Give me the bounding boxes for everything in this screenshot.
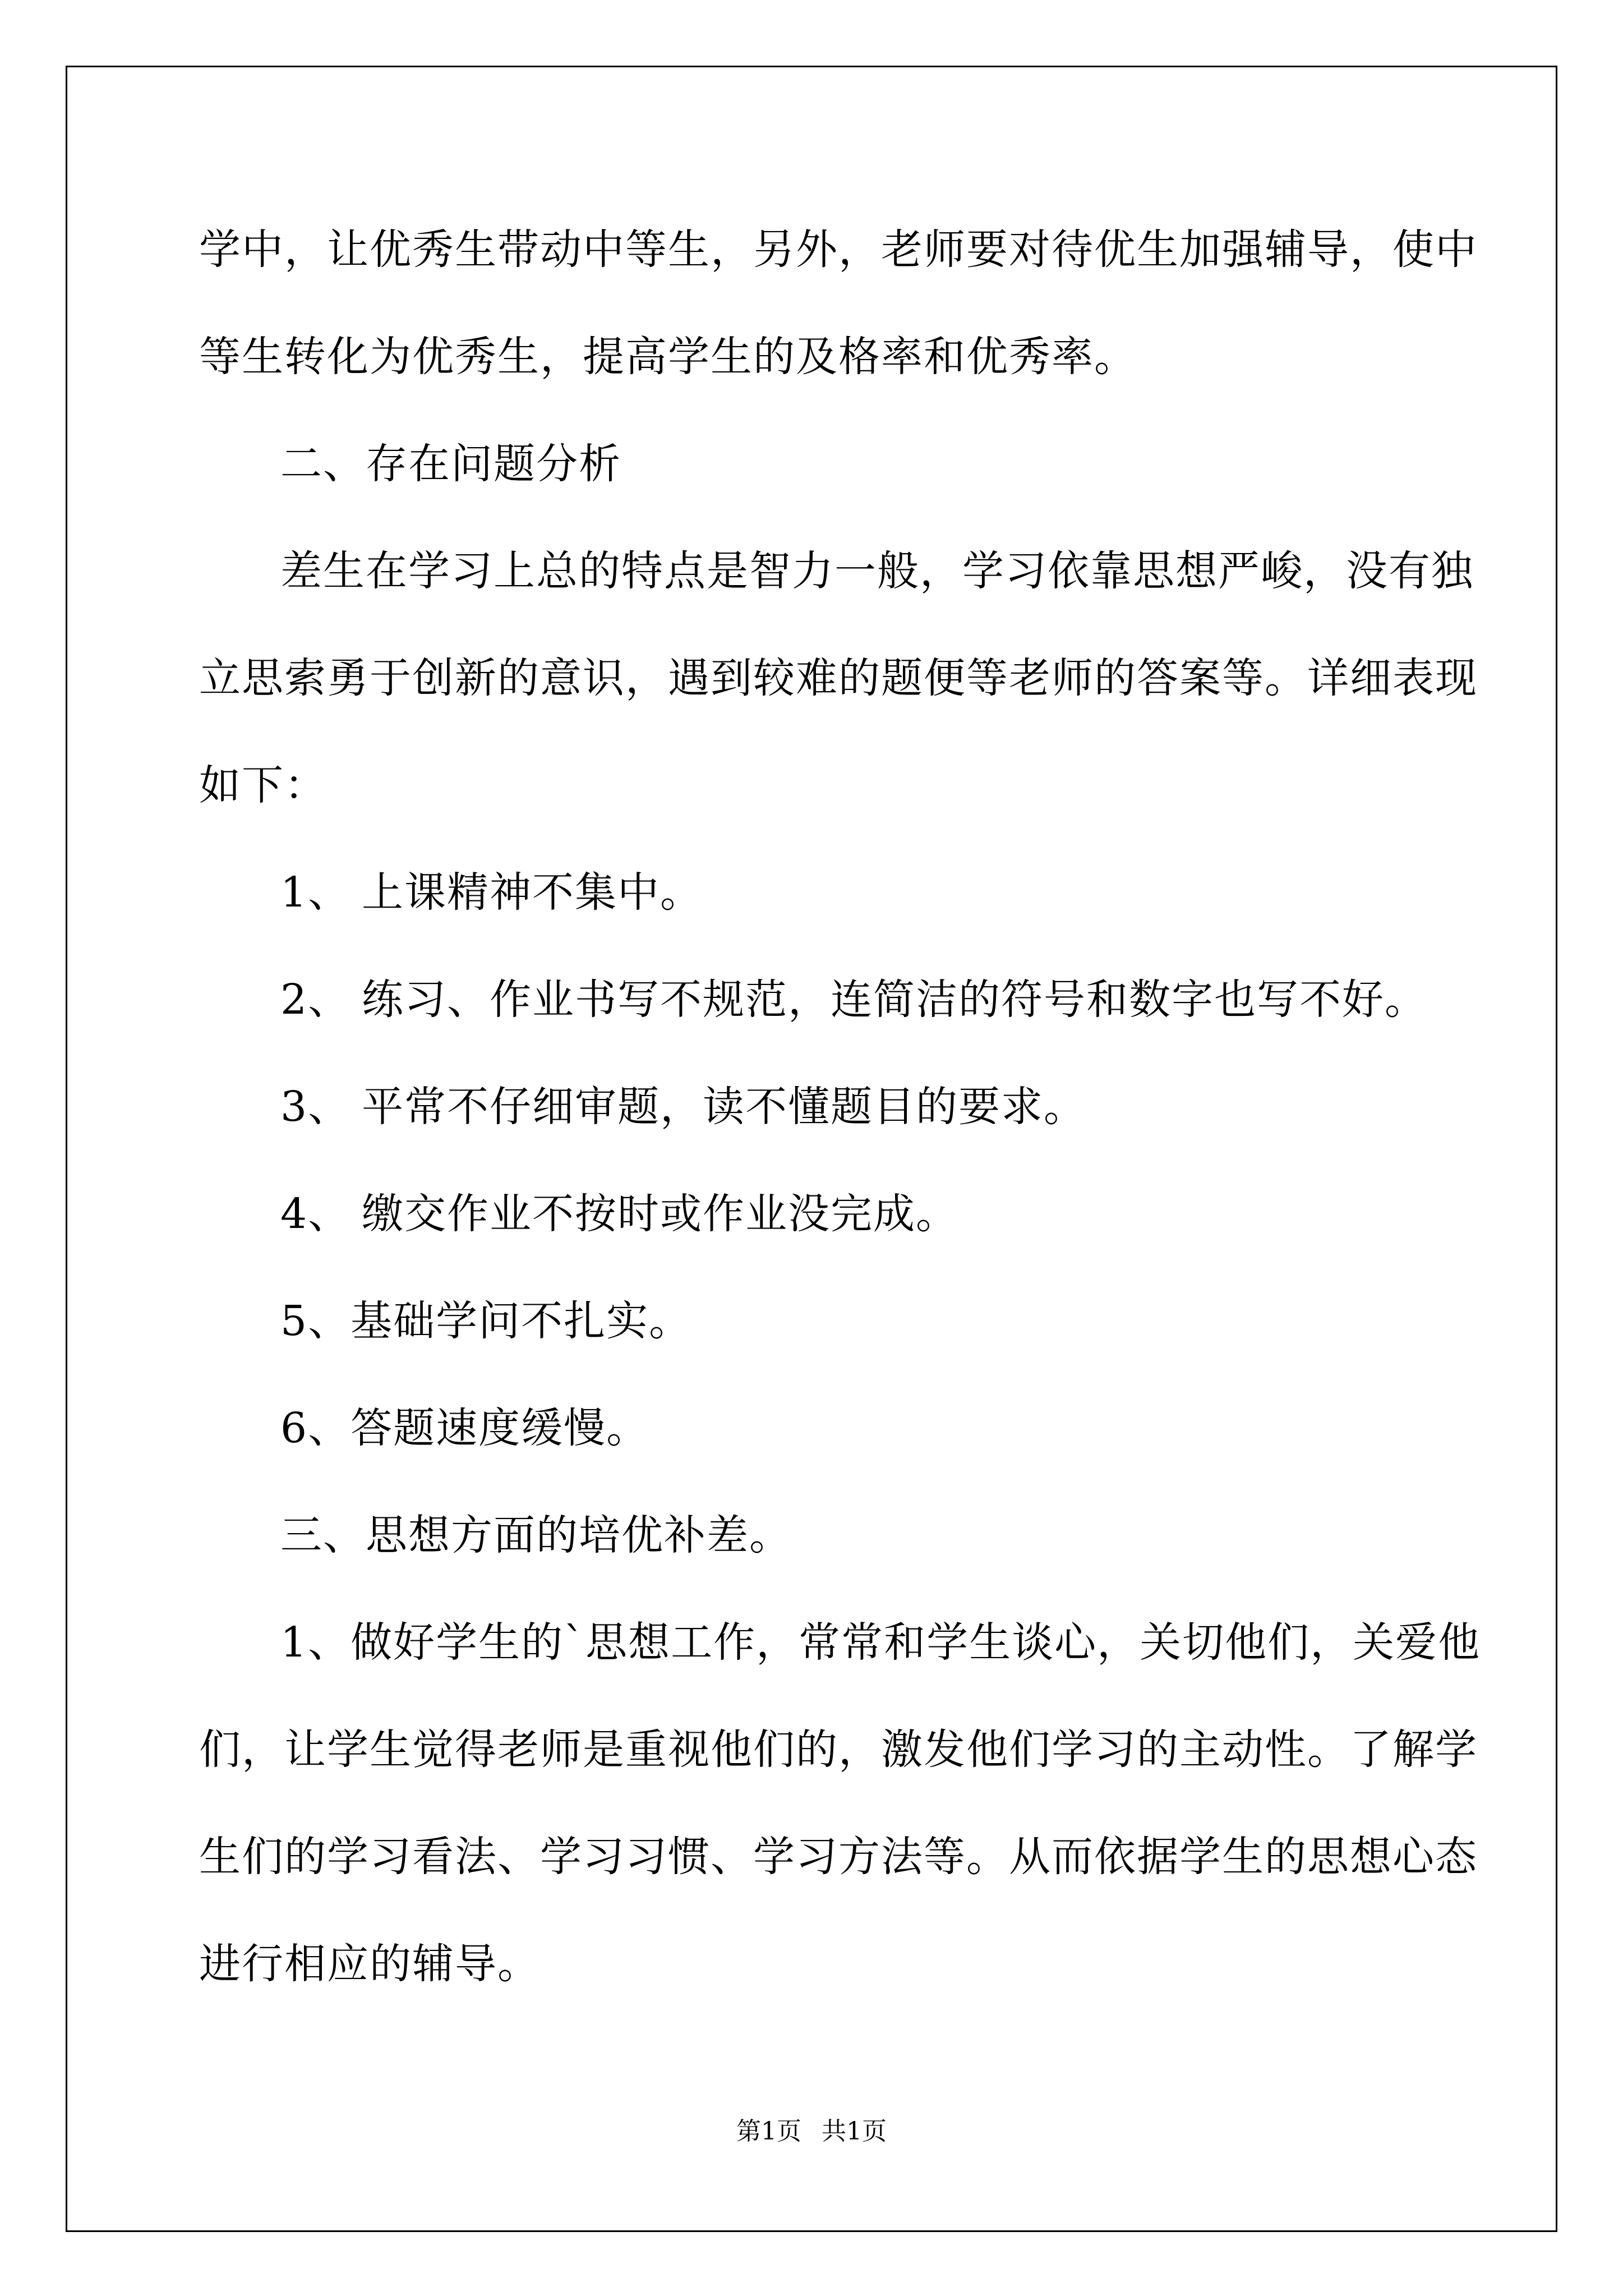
list-item-text: 上课精神不集中。 <box>362 868 703 917</box>
section-heading: 二、存在问题分析 <box>280 440 621 488</box>
page-number: 第1页 <box>736 2117 801 2146</box>
text-line: 立思索勇于创新的意识，遇到较难的题便等老师的答案等。详细表现 <box>199 654 1478 702</box>
text-line: 如下： <box>199 761 327 809</box>
text-line: 学中，让优秀生带动中等生，另外，老师要对待优生加强辅导，使中 <box>199 226 1478 274</box>
list-item <box>199 862 1430 969</box>
list-item <box>199 969 1430 1076</box>
list-item: 6、答题速度缓慢。 <box>280 1404 649 1452</box>
list-item-text: 缴交作业不按时或作业没完成。 <box>362 1190 958 1238</box>
list-item-number: 4、 <box>280 1190 351 1238</box>
text-line: 1、做好学生的`思想工作，常常和学生谈心，关切他们，关爱他 <box>280 1618 1481 1667</box>
document-body <box>199 219 1481 2040</box>
text-line: 等生转化为优秀生，提高学生的及格率和优秀率。 <box>199 333 1137 381</box>
text-line: 生们的学习看法、学习习惯、学习方法等。从而依据学生的思想心态 <box>199 1833 1478 1881</box>
section-heading: 三、思想方面的培优补差。 <box>280 1511 792 1559</box>
page-total: 共1页 <box>822 2117 887 2146</box>
text-line: 们，让学生觉得老师是重视他们的，激发他们学习的主动性。了解学 <box>199 1726 1478 1774</box>
list-item-number: 2、 <box>280 976 351 1024</box>
text-line: 进行相应的辅导。 <box>199 1940 540 1988</box>
list-item: 5、基础学问不扎实。 <box>280 1297 692 1345</box>
text-line: 差生在学习上总的特点是智力一般，学习依靠思想严峻，没有独 <box>280 547 1474 595</box>
list-item-number: 3、 <box>280 1083 351 1131</box>
list-item-text: 练习、作业书写不规范，连简洁的符号和数字也写不好。 <box>362 976 1427 1024</box>
list-item <box>199 1076 1430 1183</box>
list-item <box>199 1183 1430 1290</box>
list-item-number: 1、 <box>280 868 351 917</box>
page-footer <box>0 2115 1623 2148</box>
list-item-text: 平常不仔细审题，读不懂题目的要求。 <box>362 1083 1086 1131</box>
